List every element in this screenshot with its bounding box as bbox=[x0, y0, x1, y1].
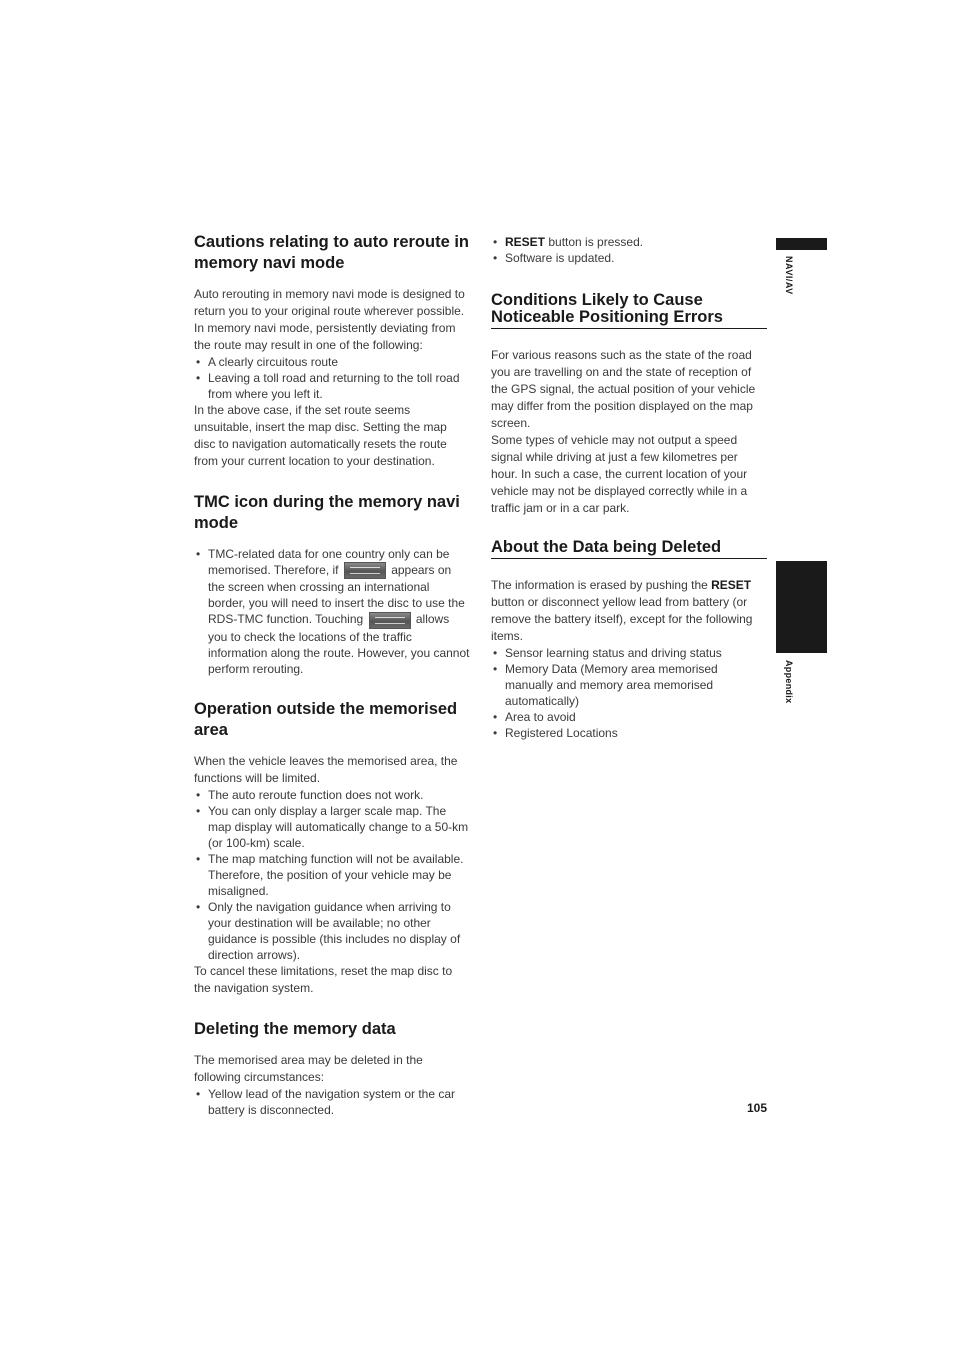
list-item: • Yellow lead of the navigation system or the car battery is disconnected. bbox=[194, 1086, 470, 1118]
heading-data-deleted: About the Data being Deleted bbox=[491, 539, 767, 559]
list-item: • A clearly circuitous route bbox=[194, 354, 470, 370]
paragraph: Some types of vehicle may not output a speed signal while driving at just a few kilometres per hour. In such a case, the current location of your vehicle may not be displayed correctly while in a traffic jam or in a car park. bbox=[491, 433, 748, 515]
paragraph: In the above case, if the set route seems unsuitable, insert the map disc. Setting the map disc to navigation automatically resets the route from your current location to your destination. bbox=[194, 403, 447, 468]
list-item: • The map matching function will not be available. Therefore, the position of your vehicle may be misaligned. bbox=[194, 851, 470, 899]
tmc-info-icon bbox=[369, 612, 411, 629]
list-item bbox=[491, 234, 767, 250]
text-span: appears on the screen when crossing an international border, you will need to insert the disc to use the RDS-TMC function. Touching bbox=[208, 563, 465, 627]
bullet-list bbox=[194, 546, 470, 677]
paragraph: In memory navi mode, persistently deviating from the route may result in one of the following: bbox=[194, 321, 456, 352]
reset-label: RESET bbox=[505, 235, 546, 249]
list-item: • Memory Data (Memory area memorised manually and memory area memorised automatically) bbox=[491, 661, 767, 709]
page-number: 105 bbox=[746, 1101, 767, 1115]
text-span: TMC-related data for one country only can be memorised. Therefore, if bbox=[208, 547, 450, 577]
paragraph: The memorised area may be deleted in the following circumstances: bbox=[194, 1052, 423, 1084]
paragraph: For various reasons such as the state of the road you are travelling on and the state of reception of the GPS signal, the actual position of your vehicle may differ from the position displayed on the map screen. bbox=[491, 348, 756, 430]
section-outside-area bbox=[194, 699, 470, 997]
left-column bbox=[194, 232, 470, 1140]
heading-outside-area: Operation outside the memorised area bbox=[194, 699, 458, 739]
right-column bbox=[491, 234, 767, 763]
section-data-deleted bbox=[491, 539, 767, 741]
heading-deleting-memory: Deleting the memory data bbox=[194, 1019, 396, 1038]
section-positioning-errors bbox=[491, 292, 767, 517]
text-span: button is pressed. bbox=[545, 235, 644, 249]
bullet-list bbox=[194, 1086, 470, 1118]
list-item: • The auto reroute function does not work. bbox=[194, 787, 470, 803]
bullet-list bbox=[491, 234, 767, 266]
list-item: • Area to avoid bbox=[491, 709, 767, 725]
text-span: button or disconnect yellow lead from battery (or remove the battery itself), except for the following items. bbox=[491, 595, 753, 643]
bullet-list bbox=[194, 354, 470, 402]
section-tmc-icon bbox=[194, 492, 470, 677]
side-tab-marker bbox=[776, 238, 827, 250]
section-auto-reroute bbox=[194, 232, 470, 470]
list-item bbox=[194, 546, 470, 677]
bullet-list bbox=[194, 787, 470, 963]
side-tab-navi-av: NAVI/AV bbox=[784, 256, 794, 295]
list-item: • Sensor learning status and driving status bbox=[491, 645, 767, 661]
text-span: The information is erased by pushing the bbox=[491, 578, 712, 592]
heading-auto-reroute: Cautions relating to auto reroute in memory navi mode bbox=[194, 233, 470, 272]
bullet-list bbox=[491, 645, 767, 741]
paragraph: To cancel these limitations, reset the map disc to the navigation system. bbox=[194, 963, 453, 995]
side-tab-appendix: Appendix bbox=[784, 660, 794, 704]
reset-label: RESET bbox=[711, 578, 752, 592]
side-tab-active-block bbox=[776, 561, 827, 653]
paragraph bbox=[491, 577, 767, 645]
section-deleting-memory bbox=[194, 1019, 470, 1118]
text-span: allows you to check the locations of the traffic information along the route. However, you cannot perform rerouting. bbox=[208, 612, 470, 676]
tmc-icon bbox=[344, 562, 386, 579]
list-item: • Leaving a toll road and returning to the toll road from where you left it. bbox=[194, 370, 470, 402]
list-item: • Only the navigation guidance when arriving to your destination will be available; no other guidance is possible (this includes no display of direction arrows). bbox=[194, 899, 470, 963]
list-item: • Registered Locations bbox=[491, 725, 767, 741]
paragraph: Auto rerouting in memory navi mode is designed to return you to your original route wherever possible. bbox=[194, 287, 465, 318]
list-item: • You can only display a larger scale map. The map display will automatically change to a 50-km (or 100-km) scale. bbox=[194, 803, 470, 851]
list-item: • Software is updated. bbox=[491, 250, 767, 266]
heading-positioning-errors: Conditions Likely to Cause Noticeable Positioning Errors bbox=[491, 292, 767, 329]
heading-tmc-icon: TMC icon during the memory navi mode bbox=[194, 493, 460, 532]
section-continuation bbox=[491, 234, 767, 266]
paragraph: When the vehicle leaves the memorised area, the functions will be limited. bbox=[194, 753, 458, 785]
